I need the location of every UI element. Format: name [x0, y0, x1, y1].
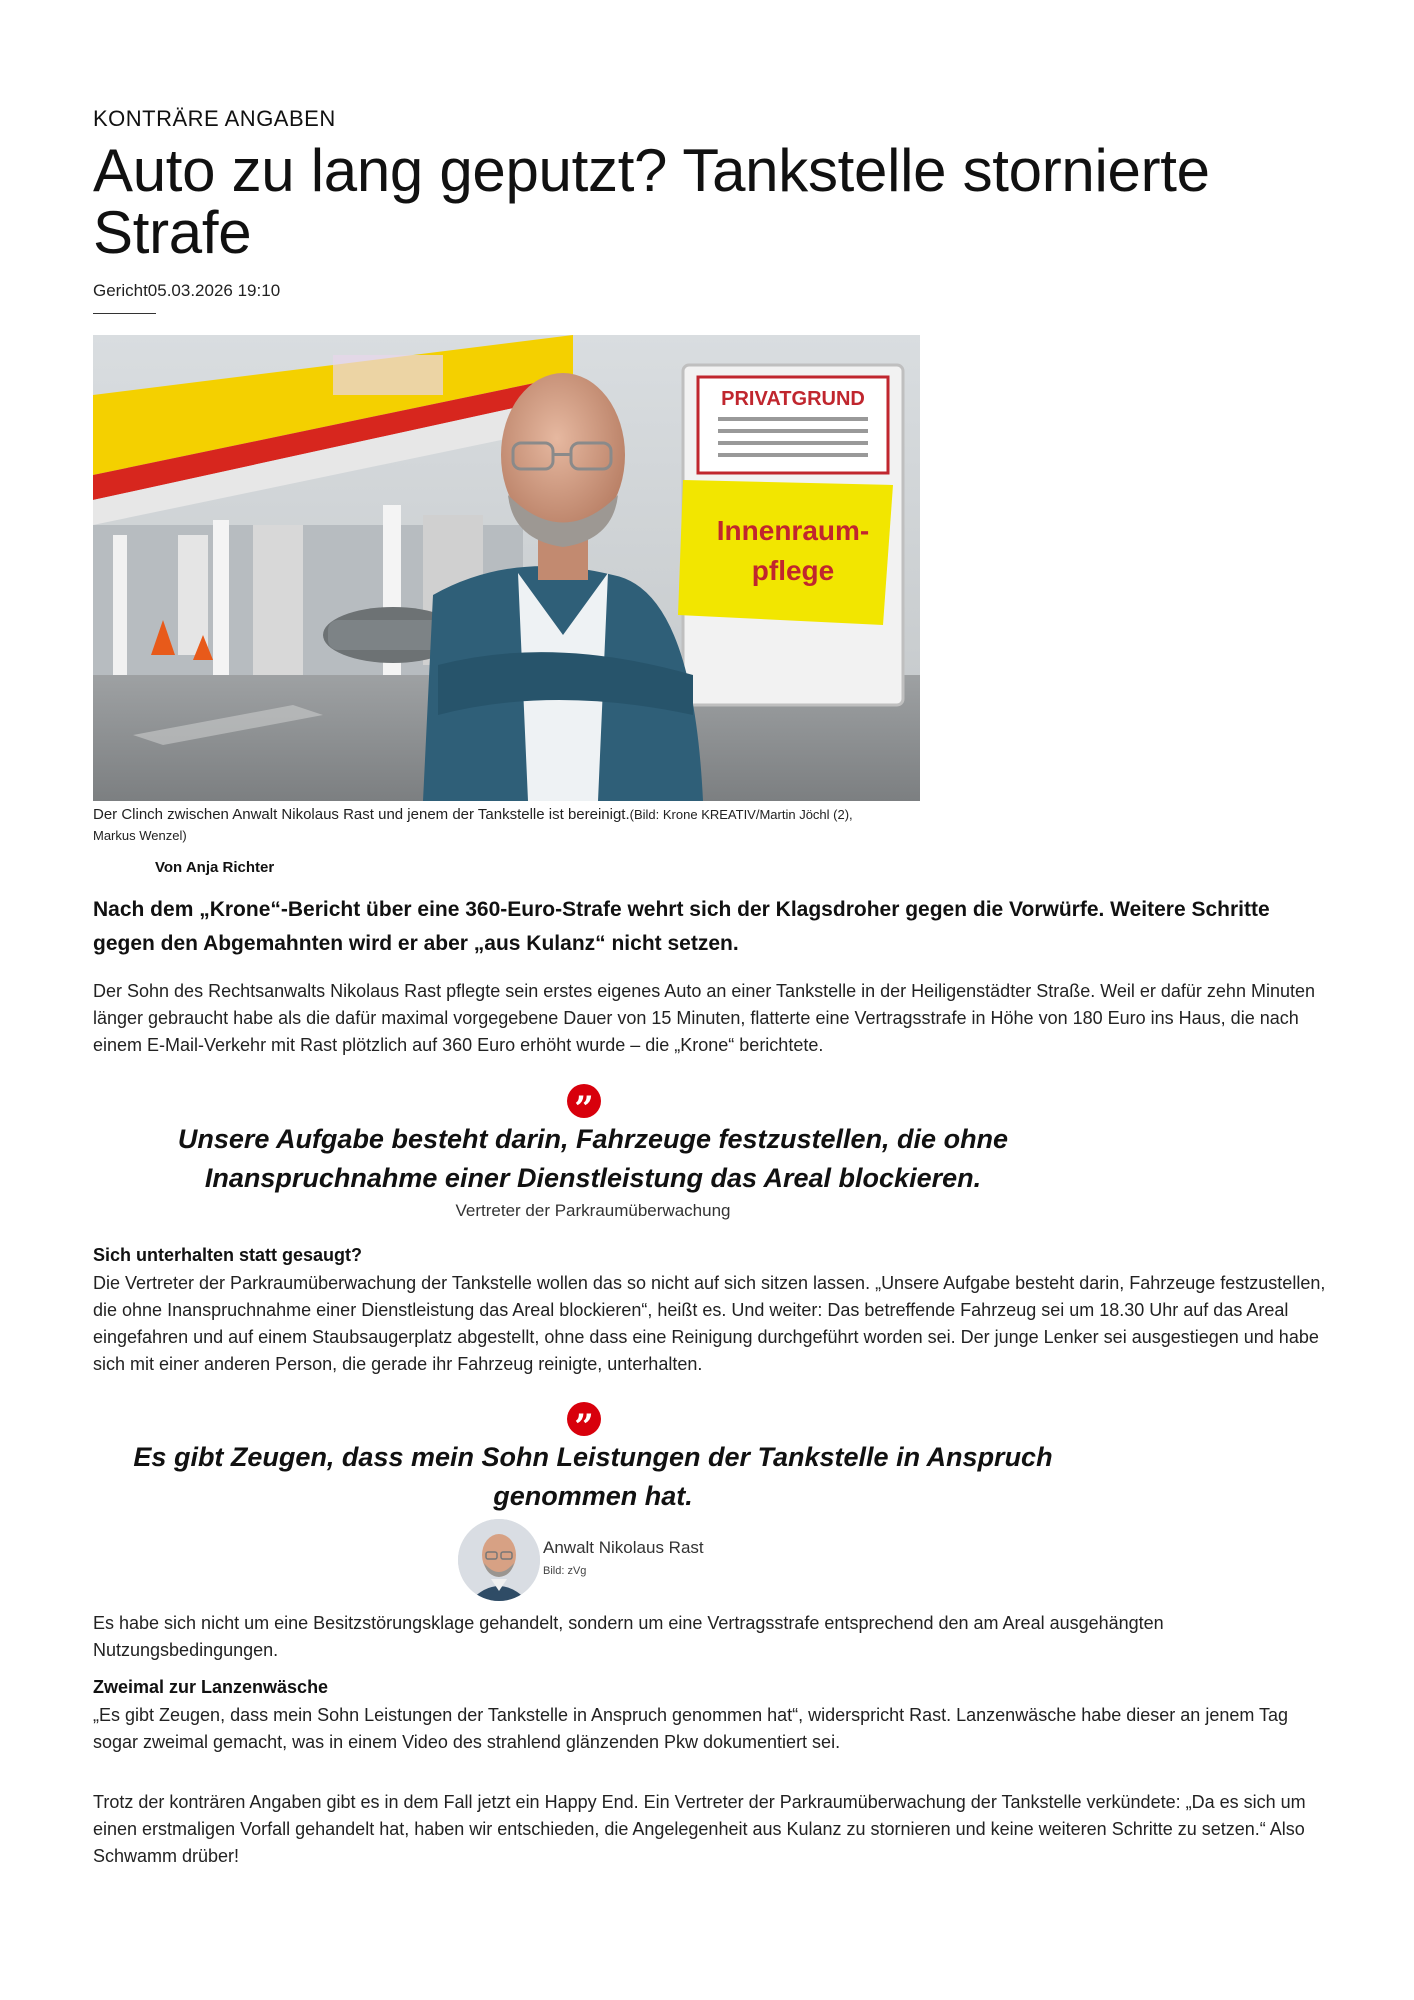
- paragraph-3: Es habe sich nicht um eine Besitzstörungsklage gehandelt, sondern um eine Vertragsstrafe entsprechend den am Areal ausgehängten Nutzungsbedingungen.: [93, 1613, 1164, 1660]
- sign-main-line1: Innenraum-: [716, 515, 870, 546]
- paragraph-4: „Es gibt Zeugen, dass mein Sohn Leistungen der Tankstelle in Anspruch genommen hat“, widerspricht Rast. Lanzenwäsche habe dieser an jenem Tag sogar zweimal gemacht, was in einem Video des strahlend glänzenden Pkw dokumentiert sei.: [93, 1705, 1289, 1752]
- paragraph-1: Der Sohn des Rechtsanwalts Nikolaus Rast pflegte sein erstes eigenes Auto an einer Tankstelle in der Heiligenstädter Straße. Weil er dafür zehn Minuten länger gebraucht habe als die dafür maximal vorgegebene Dauer von 15 Minuten, flatterte eine Vertragsstrafe in Höhe von 180 Euro ins Haus, die nach einem E-Mail-Verkehr mit Rast plötzlich auf 360 Euro erhöht wurde – die „Krone“ berichtete.: [93, 981, 1315, 1055]
- article-photo[interactable]: [93, 335, 920, 801]
- pull-quote-2: [93, 1438, 1093, 1516]
- paragraph-2: Die Vertreter der Parkraumüberwachung der Tankstelle wollen das so nicht auf sich sitzen lassen. „Unsere Aufgabe besteht darin, Fahrzeuge festzustellen, die ohne Inanspruchnahme einer Dienstleistung das Areal blockieren“, heißt es. Und weiter: Das betreffende Fahrzeug sei um 18.30 Uhr auf das Areal eingefahren und auf einem Staubsaugerplatz abgestellt, ohne dass eine Reinigung durchgeführt worden sei. Der junge Lenker sei ausgestiegen und habe sich mit einer anderen Person, die gerade ihr Fahrzeug reinigte, unterhalten.: [93, 1273, 1326, 1374]
- photo-credit: (Bild: Krone KREATIV/Martin Jöchl (2), Markus Wenzel): [93, 807, 853, 843]
- pull-quote-1-line1: Unsere Aufgabe besteht darin, Fahrzeuge festzustellen, die ohne: [177, 1124, 1009, 1154]
- sign-top-text: PRIVATGRUND: [721, 388, 865, 410]
- pull-quote-1-author: Vertreter der Parkraumüberwachung: [455, 1201, 731, 1220]
- quote-2-icon: ”: [567, 1402, 601, 1436]
- article-byline[interactable]: Von Anja Richter: [155, 859, 275, 876]
- photo-caption-text: Der Clinch zwischen Anwalt Nikolaus Rast und jenem der Tankstelle ist bereinigt.: [93, 806, 630, 823]
- pull-quote-2-line2: genommen hat.: [493, 1481, 693, 1511]
- subhead-2: Zweimal zur Lanzenwäsche: [93, 1677, 329, 1697]
- article-meta: [93, 281, 280, 301]
- article-lead: Nach dem „Krone“-Bericht über eine 360-Euro-Strafe wehrt sich der Klagsdroher gegen die Vorwürfe. Weitere Schritte gegen den Abgemahnten wird er aber „aus Kulanz“ nicht setzen.: [93, 898, 1270, 955]
- sign-main-line2: pflege: [751, 555, 835, 586]
- meta-divider: [93, 313, 156, 314]
- article-kicker: KONTRÄRE ANGABEN: [93, 106, 336, 131]
- pull-quote-1: [93, 1120, 1093, 1198]
- quote-1-icon: ”: [567, 1084, 601, 1118]
- article-category[interactable]: Gericht: [93, 281, 148, 300]
- pull-quote-2-credit: Bild: zVg: [543, 1565, 587, 1577]
- pull-quote-1-line2: Inanspruchnahme einer Dienstleistung das Areal blockieren.: [204, 1163, 982, 1193]
- pull-quote-2-line1: Es gibt Zeugen, dass mein Sohn Leistungen der Tankstelle in Anspruch: [133, 1442, 1053, 1472]
- paragraph-5: Trotz der konträren Angaben gibt es in dem Fall jetzt ein Happy End. Ein Vertreter der Parkraumüberwachung der Tankstelle verkündete: „Da es sich um einen erstmaligen Vorfall gehandelt hat, haben wir entschieden, die Angelegenheit aus Kulanz zu stornieren und keine weiteren Schritte zu setzen.“ Also Schwamm drüber!: [93, 1792, 1306, 1866]
- article-datetime: 05.03.2026 19:10: [147, 281, 281, 300]
- author-avatar: [458, 1519, 540, 1601]
- subhead-1: Sich unterhalten statt gesaugt?: [93, 1245, 363, 1265]
- article-headline: Auto zu lang geputzt? Tankstelle stornierte Strafe: [93, 137, 1210, 266]
- pull-quote-2-author: Anwalt Nikolaus Rast: [543, 1538, 704, 1557]
- photo-caption: [93, 804, 893, 846]
